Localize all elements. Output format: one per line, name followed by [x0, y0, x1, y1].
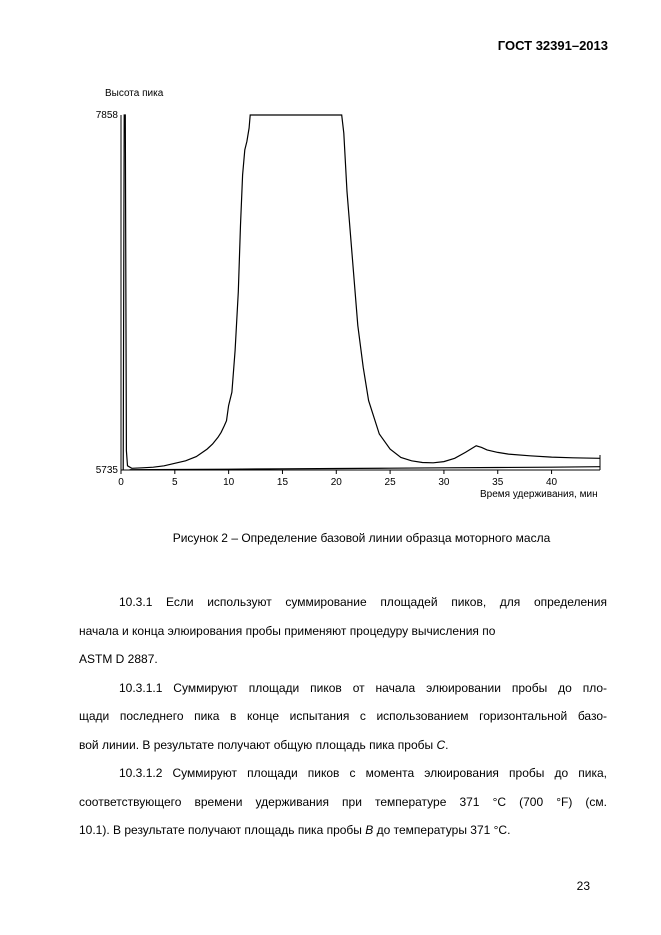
x-tick-label: 25 — [384, 477, 396, 488]
p3-l3-end: до температуры 371 °С. — [373, 823, 511, 837]
x-tick-label: 10 — [223, 477, 235, 488]
paragraph-10-3-1-1-line3 — [79, 731, 607, 760]
y-tick-label: 5735 — [95, 465, 118, 476]
x-tick-label: 0 — [118, 477, 124, 488]
series-line-baseline — [130, 467, 600, 470]
x-tick-label: 35 — [492, 477, 504, 488]
x-tick-label: 30 — [438, 477, 450, 488]
series-line-sample — [123, 115, 600, 470]
x-tick-label: 15 — [276, 477, 289, 488]
paragraph-10-3-1-line3: ASTM D 2887. — [79, 652, 158, 666]
series-group — [123, 115, 600, 470]
paragraph-10-3-1-1-line2: щади последнего пика в конце испытания с использованием горизонтальной базо- — [79, 709, 607, 723]
p2-l3-end: . — [445, 737, 449, 752]
paragraph-10-3-1-2-line2: соответствующего времени удерживания при температуре 371 °С (700 °F) (см. — [79, 794, 607, 809]
paragraph-10-3-1: 10.3.1 Если используют суммирование площадей пиков, для определения — [119, 595, 607, 609]
body-text — [79, 588, 607, 845]
p2-l3-var: С — [436, 737, 446, 752]
figure-caption: Рисунок 2 – Определение базовой линии образца моторного масла — [172, 531, 551, 545]
p2-l3-text: вой линии. В результате получают общую площадь пика пробы — [79, 737, 437, 752]
paragraph-10-3-1-line2: начала и конца элюирования пробы применяют процедуру вычисления по — [79, 623, 496, 638]
x-axis-label: Время удерживания, мин — [480, 489, 598, 500]
page-number: 23 — [576, 879, 590, 893]
x-ticks — [118, 470, 557, 488]
paragraph-10-3-1-2-line3 — [79, 816, 607, 845]
y-ticks — [96, 110, 119, 476]
paragraph-10-3-1-2: 10.3.1.2 Суммируют площади пиков с момента элюирования пробы до пика, — [119, 766, 607, 780]
x-tick-label: 5 — [172, 477, 178, 488]
paragraph-10-3-1-1: 10.3.1.1 Суммируют площади пиков от начала элюировании пробы до пло- — [119, 680, 607, 695]
y-axis-label: Высота пика — [105, 88, 164, 99]
p3-l3-var: В — [365, 823, 374, 837]
x-tick-label: 40 — [545, 477, 558, 488]
y-tick-label: 7858 — [95, 110, 118, 121]
standard-code-header: ГОСТ 32391–2013 — [497, 38, 608, 53]
p3-l3-text: 10.1). В результате получают площадь пика пробы — [79, 823, 366, 837]
x-tick-label: 20 — [330, 477, 342, 488]
